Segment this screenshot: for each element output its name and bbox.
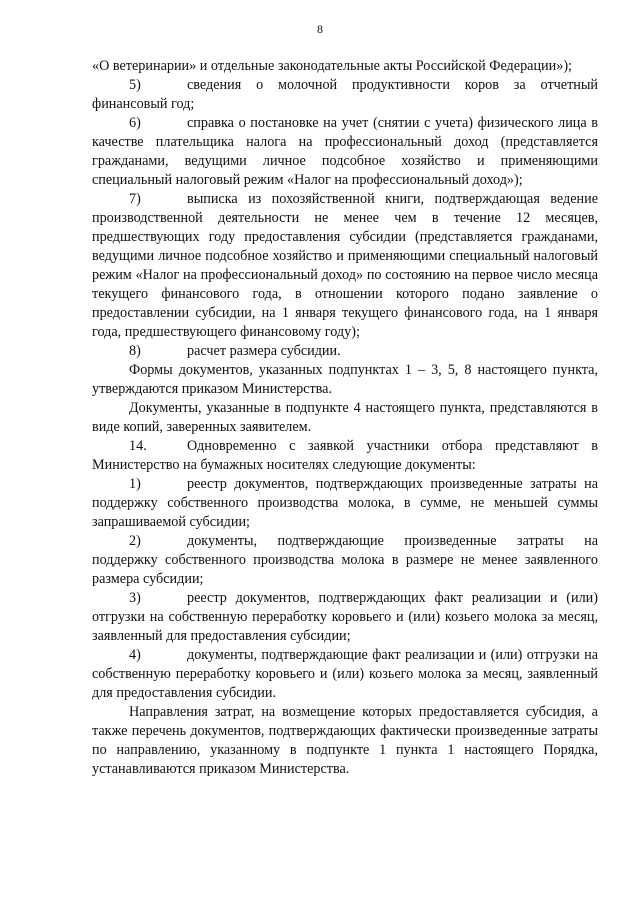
list-item-7 bbox=[92, 190, 598, 342]
paragraph-text: «О ветеринарии» и отдельные законодательные акты Российской Федерации»); bbox=[92, 58, 573, 74]
list-item-text: выписка из похозяйственной книги, подтверждающая ведение производственной деятельности не менее чем в течение 12 месяцев, предшествующих году предоставления субсидии (представляется гражданами, ведущими личное подсобное хозяйство и применяющими специальный налоговый режим «Налог на профессиональный доход» по состоянию на первое число месяца текущего финансового года, в отношении которого подано заявление о предоставлении субсидии, на 1 января текущего финансового года, на 1 января года, предшествующего финансовому году); bbox=[92, 191, 598, 340]
list-item-number: 4) bbox=[129, 647, 141, 663]
list-item-number: 7) bbox=[129, 191, 141, 207]
list-item-8 bbox=[92, 342, 598, 361]
list-item-number: 2) bbox=[129, 533, 141, 549]
list-item-number: 1) bbox=[129, 476, 141, 492]
paragraph-document-forms bbox=[92, 361, 598, 399]
paragraph-text: Формы документов, указанных подпунктах 1 – 3, 5, 8 настоящего пункта, утверждаются приказом Министерства. bbox=[92, 362, 598, 397]
list-item-text: справка о постановке на учет (снятии с учета) физического лица в качестве плательщика налога на профессиональный доход (представляется гражданами, ведущими личное подсобное хозяйство и применяющими специальный налоговый режим «Налог на профессиональный доход»); bbox=[92, 115, 598, 188]
list-item-1 bbox=[92, 475, 598, 532]
paragraph-text: Направления затрат, на возмещение которых предоставляется субсидия, а также перечень документов, подтверждающих фактически произведенные затраты по направлению, указанному в подпункте 1 пункта 1 настоящего Порядка, устанавливаются приказом Министерства. bbox=[92, 704, 598, 777]
list-item-text: реестр документов, подтверждающих факт реализации и (или) отгрузки на собственную переработку коровьего и (или) козьего молока за месяц, заявленный для предоставления субсидии; bbox=[92, 590, 598, 644]
list-item-number: 8) bbox=[129, 343, 141, 359]
section-number: 14. bbox=[129, 438, 147, 454]
paragraph-law-title-continuation bbox=[92, 57, 598, 76]
list-item-4 bbox=[92, 646, 598, 703]
list-item-3 bbox=[92, 589, 598, 646]
paragraph-document-copies bbox=[92, 399, 598, 437]
list-item-number: 5) bbox=[129, 77, 141, 93]
list-item-6 bbox=[92, 114, 598, 190]
list-item-2 bbox=[92, 532, 598, 589]
document-body bbox=[92, 57, 598, 779]
paragraph-text: Документы, указанные в подпункте 4 настоящего пункта, представляются в виде копий, заверенных заявителем. bbox=[92, 400, 598, 435]
list-item-text: реестр документов, подтверждающих произведенные затраты на поддержку собственного производства молока, в сумме, не меньшей суммы запрашиваемой субсидии; bbox=[92, 476, 598, 530]
page-number: 8 bbox=[317, 22, 323, 36]
list-item-text: расчет размера субсидии. bbox=[187, 343, 341, 359]
list-item-number: 6) bbox=[129, 115, 141, 131]
list-item-text: сведения о молочной продуктивности коров за отчетный финансовый год; bbox=[92, 77, 598, 112]
section-text: Одновременно с заявкой участники отбора представляют в Министерство на бумажных носителях следующие документы: bbox=[92, 438, 598, 473]
section-14 bbox=[92, 437, 598, 475]
list-item-text: документы, подтверждающие произведенные затраты на поддержку собственного производства молока в размере не менее заявленного размера субсидии; bbox=[92, 533, 598, 587]
paragraph-cost-directions bbox=[92, 703, 598, 779]
list-item-number: 3) bbox=[129, 590, 141, 606]
list-item-5 bbox=[92, 76, 598, 114]
list-item-text: документы, подтверждающие факт реализации и (или) отгрузки на собственную переработку коровьего и (или) козьего молока за месяц, заявленный для предоставления субсидии. bbox=[92, 647, 598, 701]
